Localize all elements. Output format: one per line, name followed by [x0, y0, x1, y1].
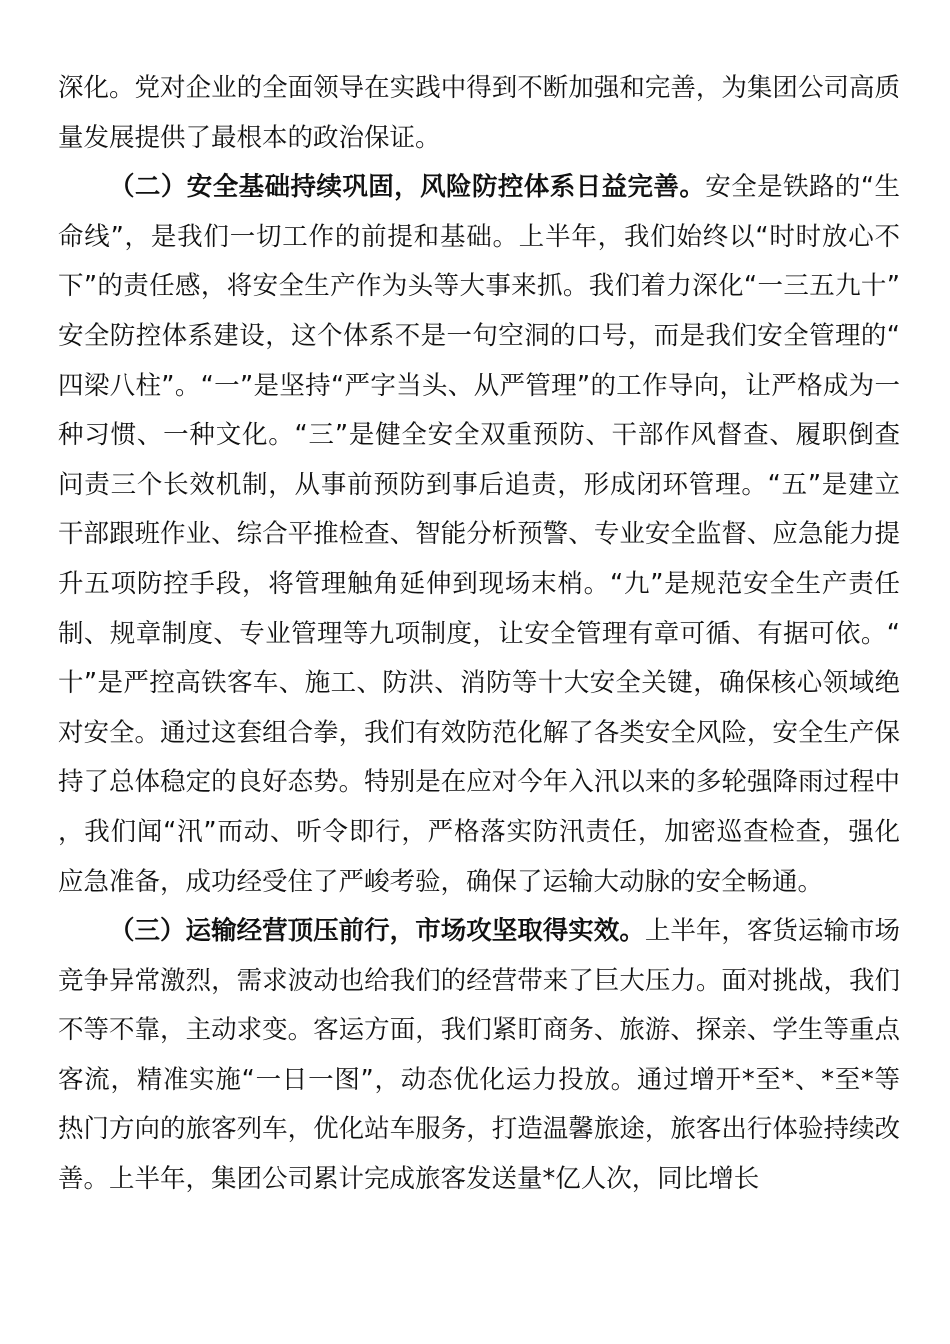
paragraph-2	[58, 163, 900, 907]
paragraph-1	[58, 64, 900, 163]
paragraph-3	[58, 907, 900, 1205]
paragraph-3-text: 上半年，客货运输市场竞争异常激烈，需求波动也给我们的经营带来了巨大压力。面对挑战，我们不等不靠，主动求变。客运方面，我们紧盯商务、旅游、探亲、学生等重点客流，精准实施“一日一图”，动态优化运力投放。通过增开*至*、*至*等热门方向的旅客列车，优化站车服务，打造温馨旅途，旅客出行体验持续改善。上半年，集团公司累计完成旅客发送量*亿人次，同比增长	[58, 916, 900, 1195]
paragraph-2-lead: （二）安全基础持续巩固，风险防控体系日益完善。	[109, 172, 706, 203]
document-body	[58, 64, 900, 1205]
paragraph-1-text: 深化。党对企业的全面领导在实践中得到不断加强和完善，为集团公司高质量发展提供了最根本的政治保证。	[58, 73, 900, 153]
paragraph-2-text: 安全是铁路的“生命线”，是我们一切工作的前提和基础。上半年，我们始终以“时时放心不下”的责任感，将安全生产作为头等大事来抓。我们着力深化“一三五九十”安全防控体系建设，这个体系不是一句空洞的口号，而是我们安全管理的“四梁八柱”。“一”是坚持“严字当头、从严管理”的工作导向，让严格成为一种习惯、一种文化。“三”是健全安全双重预防、干部作风督查、履职倒查问责三个长效机制，从事前预防到事后追责，形成闭环管理。“五”是建立干部跟班作业、综合平推检查、智能分析预警、专业安全监督、应急能力提升五项防控手段，将管理触角延伸到现场末梢。“九”是规范安全生产责任制、规章制度、专业管理等九项制度，让安全管理有章可循、有据可依。“十”是严控高铁客车、施工、防洪、消防等十大安全关键，确保核心领域绝对安全。通过这套组合拳，我们有效防范化解了各类安全风险，安全生产保持了总体稳定的良好态势。特别是在应对今年入汛以来的多轮强降雨过程中，我们闻“汛”而动、听令即行，严格落实防汛责任，加密巡查检查，强化应急准备，成功经受住了严峻考验，确保了运输大动脉的安全畅通。	[58, 172, 900, 897]
paragraph-3-lead: （三）运输经营顶压前行，市场攻坚取得实效。	[109, 916, 645, 947]
